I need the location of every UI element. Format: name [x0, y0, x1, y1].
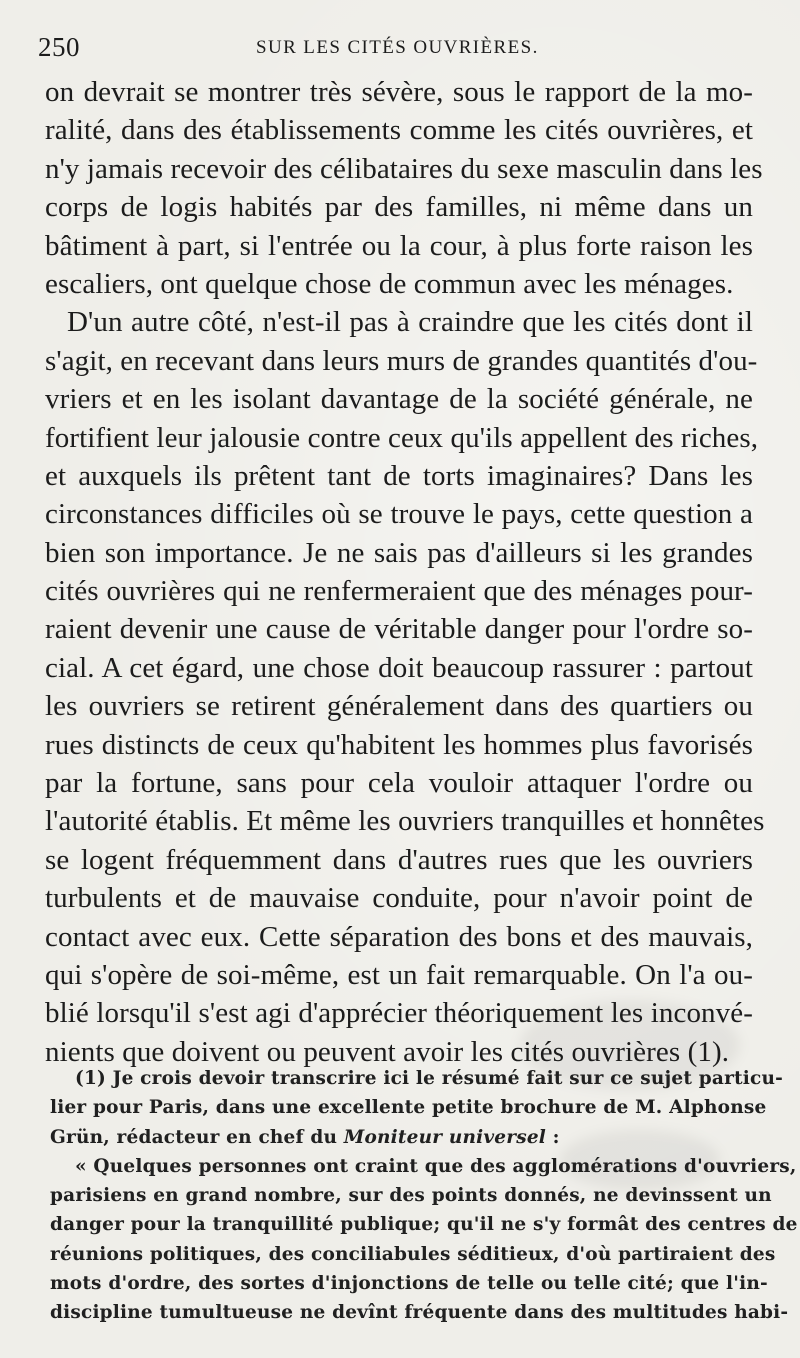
text-line: corps de logis habités par des familles, ni même dans un	[45, 191, 753, 224]
footnote-text: Grün, rédacteur en chef du	[50, 1126, 344, 1148]
running-header	[38, 32, 758, 62]
running-title: SUR LES CITÉS OUVRIÈRES.	[256, 37, 539, 58]
text-line: ralité, dans des établissements comme les cités ouvrières, et	[45, 114, 753, 147]
text-line: D'un autre côté, n'est-il pas à craindre que les cités dont il	[67, 306, 753, 339]
newspaper-title: Moniteur universel	[343, 1126, 547, 1148]
footnote-text: :	[546, 1126, 560, 1148]
main-text	[45, 73, 765, 1071]
text-line: rues distincts de ceux qu'habitent les hommes plus favorisés	[45, 728, 753, 761]
text-line: fortifient leur jalousie contre ceux qu'ils appellent des riches,	[45, 421, 759, 454]
footnote-line: lier pour Paris, dans une excellente petite brochure de M. Alphonse	[50, 1097, 767, 1119]
text-line: et auxquels ils prêtent tant de torts imaginaires? Dans les	[45, 459, 753, 492]
page-number: 250	[38, 32, 80, 62]
quote-line: discipline tumultueuse ne devînt fréquente dans des multitudes habi-	[50, 1302, 789, 1324]
text-line: se logent fréquemment dans d'autres rues que les ouvriers	[45, 843, 753, 876]
footnote	[50, 1064, 798, 1328]
quote-line: danger pour la tranquillité publique; qu'il ne s'y formât des centres de	[50, 1214, 798, 1236]
quote-line: « Quelques personnes ont craint que des agglomérations d'ouvriers,	[75, 1155, 797, 1177]
footnote-line	[50, 1123, 755, 1152]
quote-line: réunions politiques, des conciliabules séditieux, d'où partiraient des	[50, 1243, 776, 1265]
text-line: on devrait se montrer très sévère, sous le rapport de la mo-	[45, 76, 753, 108]
text-line: les ouvriers se retirent généralement dans des quartiers ou	[45, 690, 753, 723]
text-line: l'autorité établis. Et même les ouvriers tranquilles et honnêtes	[45, 805, 765, 838]
text-line: raient devenir une cause de véritable danger pour l'ordre so-	[45, 613, 753, 646]
text-line: circonstances difficiles où se trouve le pays, cette question a	[45, 498, 753, 531]
text-line: par la fortune, sans pour cela vouloir attaquer l'ordre ou	[45, 767, 753, 800]
text-line: vriers et en les isolant davantage de la société générale, ne	[45, 383, 753, 416]
text-line: turbulents et de mauvaise conduite, pour n'avoir point de	[45, 882, 753, 915]
text-line: contact avec eux. Cette séparation des bons et des mauvais,	[45, 920, 753, 953]
text-line: bien son importance. Je ne sais pas d'ailleurs si les grandes	[45, 536, 753, 569]
text-line: blié lorsqu'il s'est agi d'apprécier théoriquement les inconvé-	[45, 997, 753, 1030]
quote-line: mots d'ordre, des sortes d'injonctions de telle ou telle cité; que l'in-	[50, 1273, 768, 1295]
text-line: cités ouvrières qui ne renfermeraient que des ménages pour-	[45, 575, 753, 608]
text-line: s'agit, en recevant dans leurs murs de grandes quantités d'ou-	[45, 344, 758, 377]
text-line: bâtiment à part, si l'entrée ou la cour, à plus forte raison les	[45, 229, 753, 262]
footnote-line: (1) Je crois devoir transcrire ici le résumé fait sur ce sujet particu-	[75, 1068, 783, 1089]
text-line: nients que doivent ou peuvent avoir les cités ouvrières (1).	[45, 1035, 730, 1068]
quote-line: parisiens en grand nombre, sur des points donnés, ne devinssent un	[50, 1185, 772, 1207]
text-line: escaliers, ont quelque chose de commun avec les ménages.	[45, 267, 734, 300]
text-line: cial. A cet égard, une chose doit beaucoup rassurer : partout	[45, 651, 753, 684]
text-line: n'y jamais recevoir des célibataires du sexe masculin dans les	[45, 152, 763, 185]
text-line: qui s'opère de soi-même, est un fait remarquable. On l'a ou-	[45, 958, 753, 991]
